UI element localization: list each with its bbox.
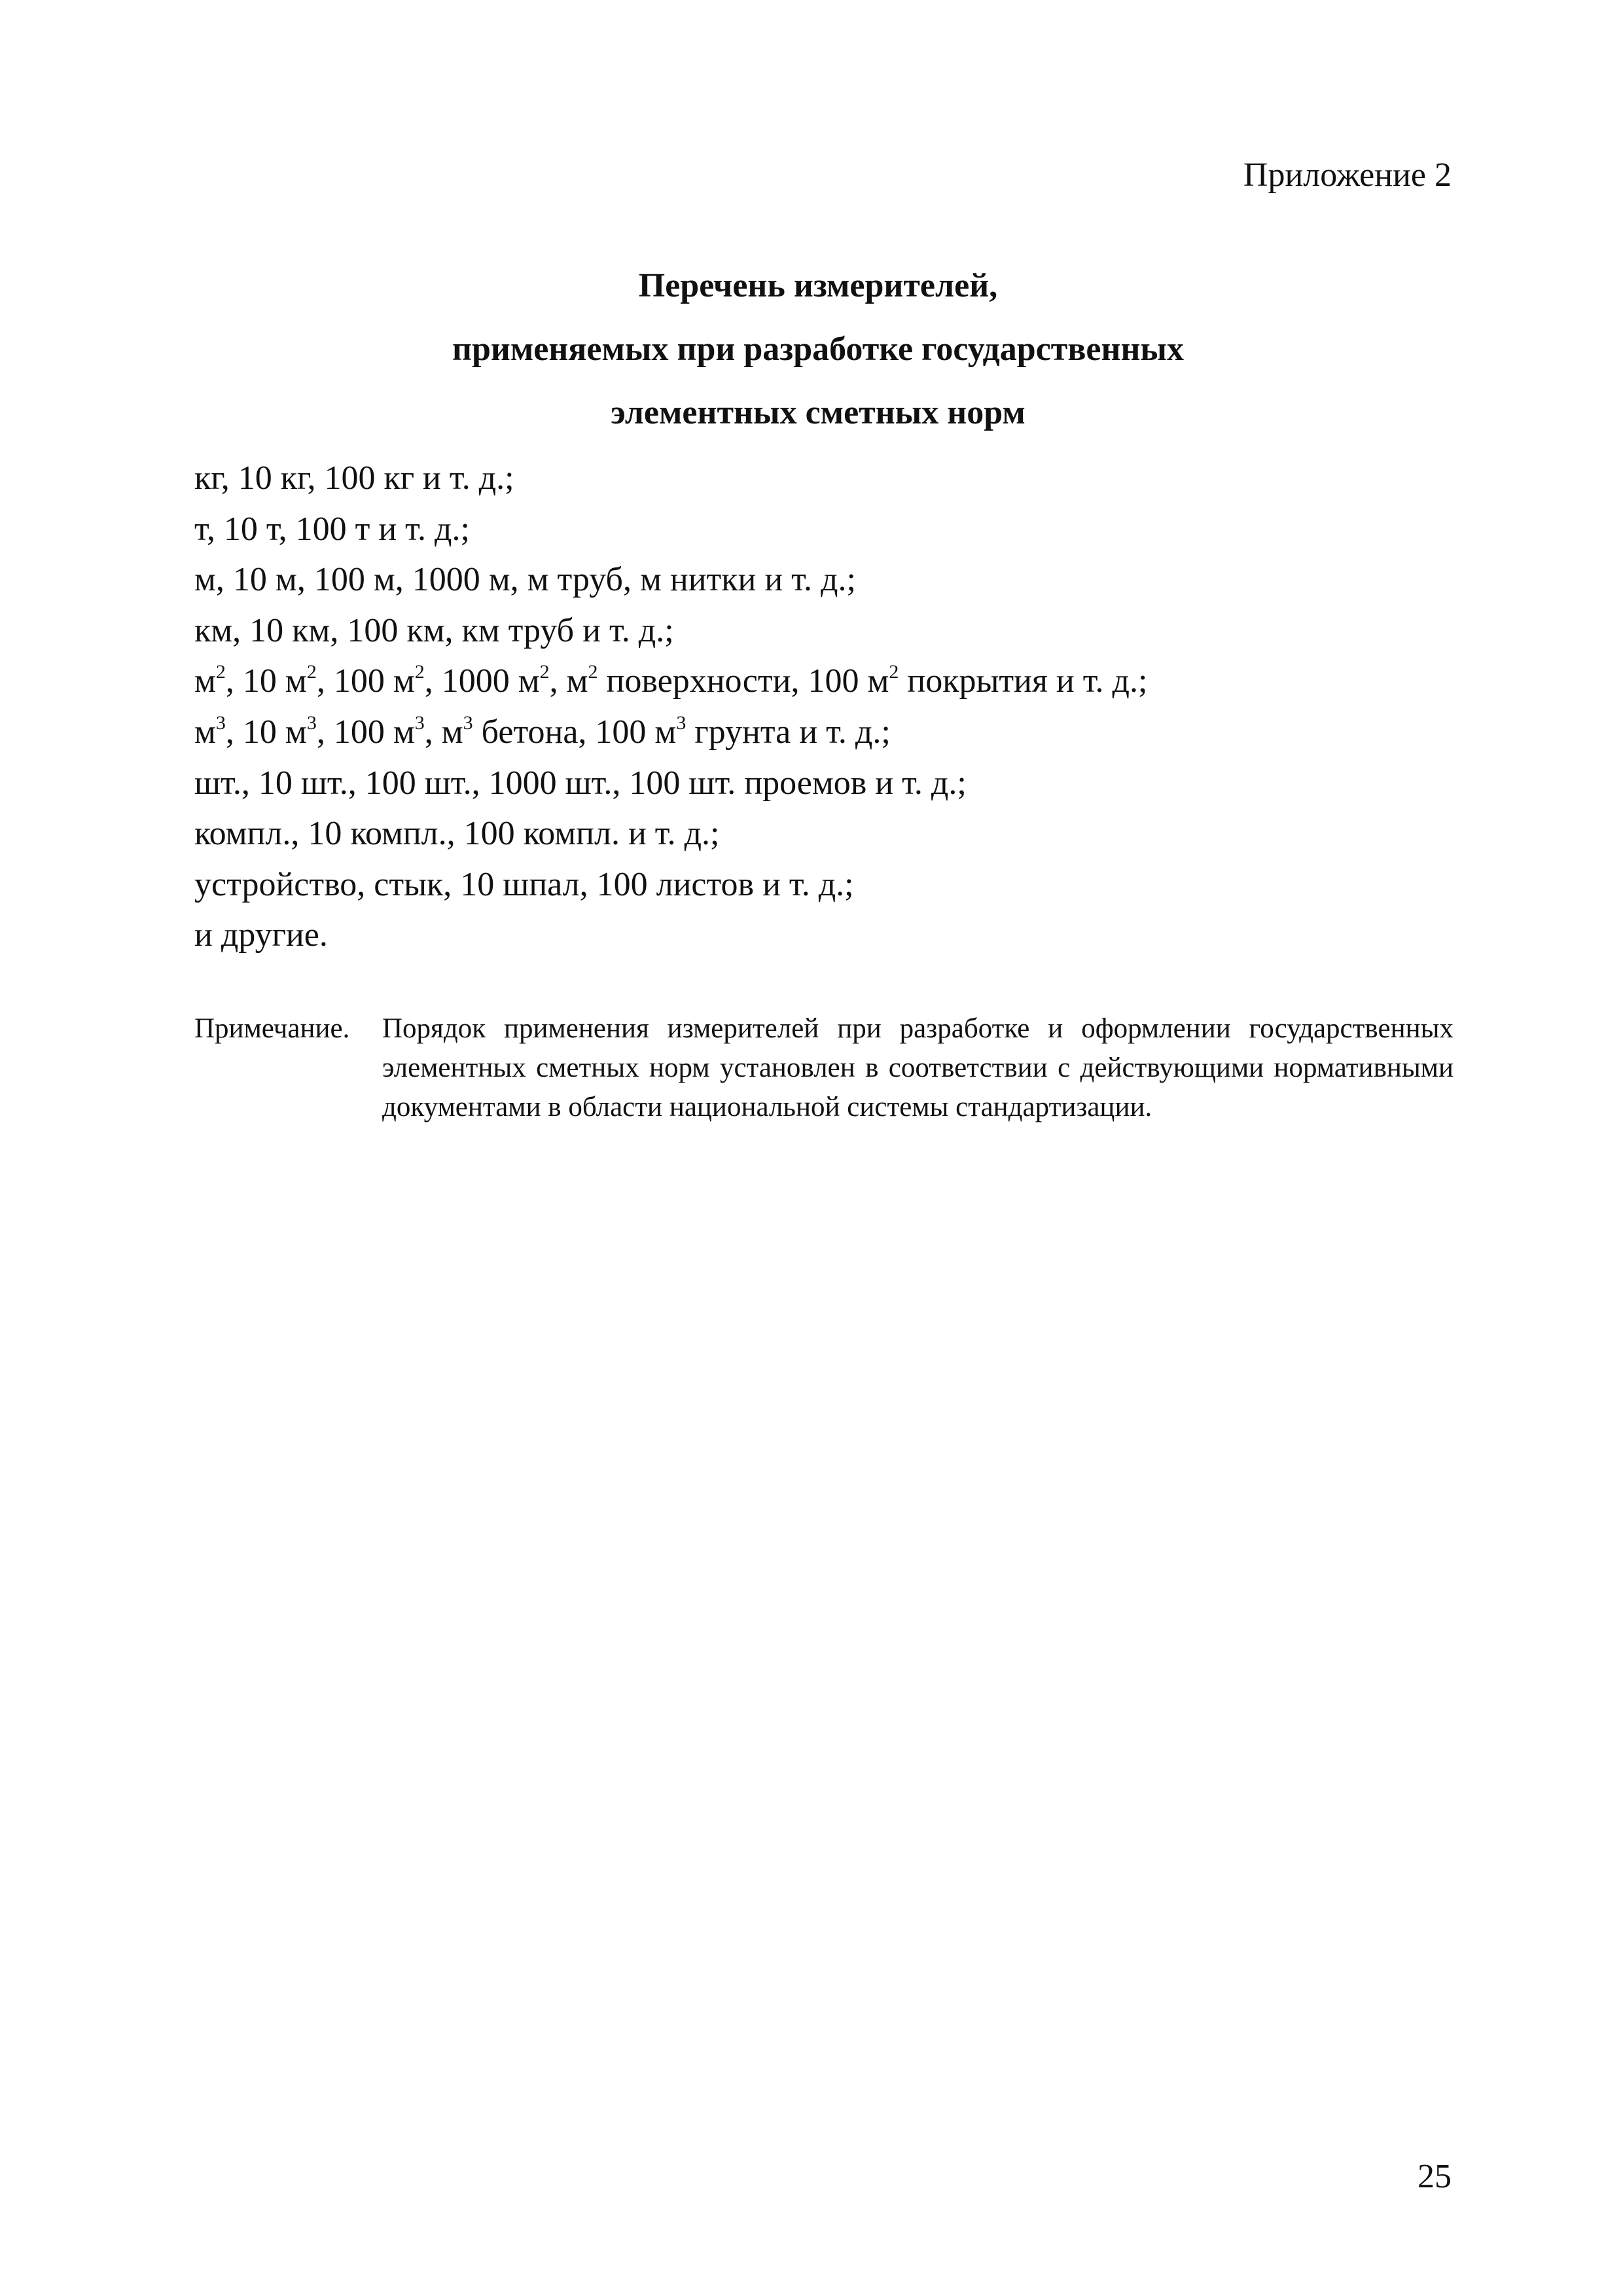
unit-text: , м (549, 662, 588, 700)
unit-text: грунта и т. д.; (686, 713, 891, 751)
unit-text: , 100 м (316, 713, 415, 751)
unit-text: , 1000 м (424, 662, 540, 700)
unit-line-t: т, 10 т, 100 т и т. д.; (194, 510, 470, 548)
superscript: 2 (215, 661, 226, 683)
unit-text: , 100 м (316, 662, 415, 700)
superscript: 3 (215, 711, 226, 734)
note-label: Примечание. (194, 1013, 350, 1044)
unit-text: бетона, 100 м (473, 713, 677, 751)
unit-text: поверхности, 100 м (597, 662, 889, 700)
unit-line-m: м, 10 м, 100 м, 1000 м, м труб, м нитки и т. д.; (194, 561, 856, 599)
unit-line-m2 (194, 656, 1147, 707)
title-line-1: Перечень измерителей, (638, 267, 998, 304)
superscript: 2 (414, 661, 425, 683)
title-line-2: применяемых при разработке государственных (452, 331, 1184, 368)
page-number: 25 (1418, 2158, 1452, 2195)
appendix-label: Приложение 2 (1243, 156, 1452, 194)
unit-line-set: компл., 10 компл., 100 компл. и т. д.; (194, 815, 720, 853)
note-block (194, 1009, 1454, 1127)
superscript: 2 (539, 661, 550, 683)
unit-text: , м (424, 713, 463, 751)
unit-text: , 10 м (225, 662, 307, 700)
units-list (194, 453, 1147, 961)
title-line-3: элементных сметных норм (611, 394, 1026, 431)
superscript: 3 (414, 711, 425, 734)
unit-line-km: км, 10 км, 100 км, км труб и т. д.; (194, 611, 674, 649)
superscript: 3 (306, 711, 317, 734)
superscript: 2 (588, 661, 598, 683)
unit-line-kg: кг, 10 кг, 100 кг и т. д.; (194, 459, 514, 497)
unit-line-other: и другие. (194, 916, 328, 954)
superscript: 3 (676, 711, 687, 734)
unit-line-m3 (194, 707, 1147, 758)
superscript: 2 (889, 661, 899, 683)
unit-line-pcs: шт., 10 шт., 100 шт., 1000 шт., 100 шт. проемов и т. д.; (194, 764, 967, 802)
unit-text: покрытия и т. д.; (899, 662, 1148, 700)
unit-text: , 10 м (225, 713, 307, 751)
note-text: Порядок применения измерителей при разработке и оформлении государственных элементных сметных норм установлен в соответствии с действующими нормативными документами в области национальной системы стандартизации. (382, 1013, 1454, 1122)
superscript: 3 (463, 711, 473, 734)
document-title (327, 254, 1309, 444)
unit-line-device: устройство, стык, 10 шпал, 100 листов и т. д.; (194, 865, 854, 903)
superscript: 2 (306, 661, 317, 683)
unit-text: м (194, 713, 216, 751)
unit-text: м (194, 662, 216, 700)
